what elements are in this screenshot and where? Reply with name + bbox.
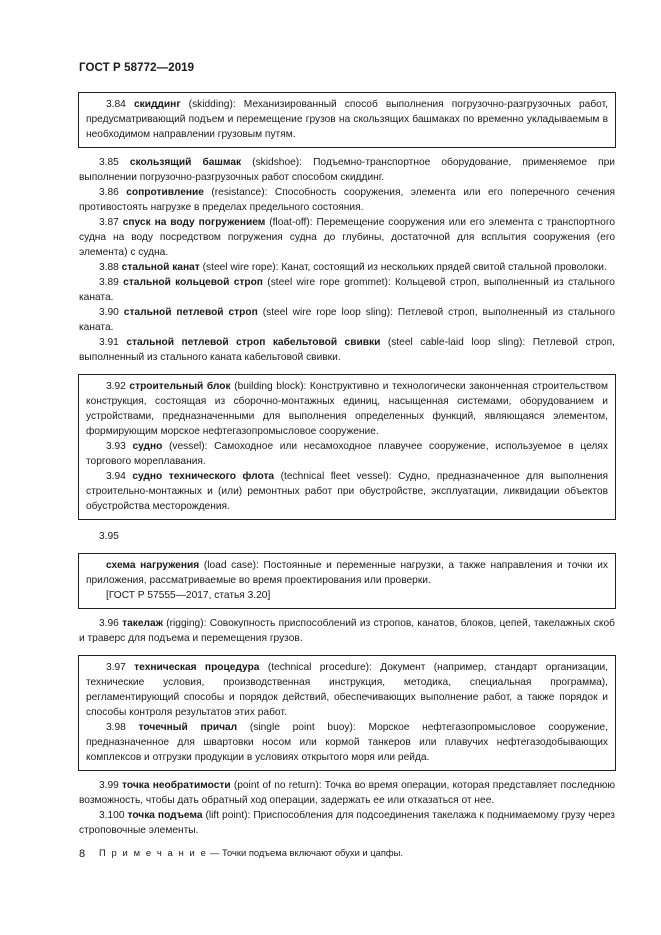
entry-3-85	[79, 155, 615, 185]
entry-term: техническая процедура	[134, 662, 260, 673]
entry-definition: Совокупность приспособлений из стропов, канатов, блоков, цепей, такелажных скоб и траверс для подъема и перемещения грузов.	[79, 618, 615, 644]
entry-definition: Конструктивно и технологически законченная строительством конструкция, состоящая из сборочно-монтажных единиц, насыщенная системами, оборудованием и устройствами, предназначенными для выполнения определенных функций, являющаяся элементом, формирующим морское нефтегазопромысловое сооружение.	[86, 381, 608, 437]
entry-number: 3.84	[106, 99, 126, 110]
entry-number: 3.93	[106, 441, 126, 452]
entry-term-english: (technical procedure):	[267, 662, 372, 673]
note	[79, 845, 615, 860]
entry-term: точка необратимости	[122, 780, 231, 791]
entry-term: спуск на воду погружением	[122, 217, 266, 228]
entry-term: стальной петлевой строп кабельтовой свивки	[126, 337, 381, 348]
entry-term: судно технического флота	[132, 471, 275, 482]
entry-3-84	[86, 97, 608, 142]
boxed-entry-group	[78, 374, 616, 520]
entry-term: строительный блок	[129, 381, 231, 392]
entry-term: схема нагружения	[106, 560, 200, 571]
entry-term: стальной канат	[121, 262, 200, 273]
entry-3-94	[86, 469, 608, 514]
entry-term: стальной кольцевой строп	[123, 277, 263, 288]
entry-number: 3.99	[99, 780, 119, 791]
entry-term: скользящий башмак	[129, 157, 242, 168]
entry-3-88	[79, 260, 615, 275]
entry-number: 3.94	[106, 471, 126, 482]
entry-number: 3.90	[99, 307, 119, 318]
entry-term-english: (technical fleet vessel):	[280, 471, 392, 482]
entry-definition: Петлевой строп, выполненный из стального каната.	[79, 307, 616, 333]
entry-definition: Канат, состоящий из нескольких прядей свитой стальной проволоки.	[281, 262, 607, 273]
entry-definition: Самоходное или несамоходное плавучее сооружение, используемое в целях торгового мореплавания.	[86, 441, 608, 467]
entry-term-english: (point of no return):	[233, 780, 322, 791]
entry-reference: [ГОСТ Р 57555—2017, статья 3.20]	[106, 590, 271, 601]
entry-term: такелаж	[122, 618, 163, 629]
entry-term-english: (lift point):	[205, 810, 251, 821]
entry-term-english: (single point buoy):	[249, 722, 356, 733]
note-text: — Точки подъема включают обухи и цапфы.	[210, 847, 403, 858]
entry-term: скиддинг	[133, 99, 181, 110]
entry-3-98	[86, 720, 608, 765]
entry-3-87	[79, 215, 615, 260]
entry-number: 3.97	[106, 662, 126, 673]
entry-3-91	[79, 335, 615, 365]
entry-term-english: (skidshoe):	[252, 157, 303, 168]
page-number: 8	[79, 848, 86, 860]
entry-term-english: (steel wire rope loop sling):	[262, 307, 393, 318]
entry-term: судно	[132, 441, 163, 452]
entry-term: точка подъема	[127, 810, 203, 821]
entry-definition: Документ (например, стандарт организации, технические условия, производственная инструкция, методика, специальная программа), регламентирующий способы и порядок действий, обеспечивающих выполнение работ, а также порядок и способы контроля результатов этих работ.	[86, 662, 608, 718]
entry-number: 3.95	[99, 531, 119, 542]
boxed-entry-group	[78, 655, 616, 771]
entry-term-english: (vessel):	[169, 441, 208, 452]
entry-definition: Способность сооружения, элемента или его поперечного сечения противостоять нагрузке в пределах предельного состояния.	[79, 187, 615, 213]
entry-number: 3.88	[99, 262, 119, 273]
entry-definition: Постоянные и переменные нагрузки, а также направления и точки их приложения, рассматриваемые во время проектирования или проверки.	[86, 560, 608, 586]
entry-3-95	[86, 558, 608, 588]
boxed-entry-group	[78, 553, 616, 609]
entry-definition: Точка во время операции, которая представляет последнюю возможность, чтобы дать обратный ход операции, задержать ее или отказаться от нее.	[79, 780, 615, 806]
entry-term-english: (float-off):	[269, 217, 313, 228]
entry-term: точечный причал	[138, 722, 238, 733]
entry-definition: Приспособления для подсоединения такелажа к поднимаемому грузу через строповочные элементы.	[79, 810, 615, 836]
boxed-entry-group	[78, 92, 616, 148]
entry-3-90	[79, 305, 615, 335]
entry-term-english: (building block):	[234, 381, 307, 392]
document-header: ГОСТ Р 58772—2019	[79, 62, 195, 74]
entry-3-92	[86, 379, 608, 439]
entry-3-93	[86, 439, 608, 469]
entry-number: 3.92	[106, 381, 126, 392]
entry-3-95-number	[79, 529, 615, 544]
entry-definition: Кольцевой строп, выполненный из стального каната.	[79, 277, 615, 303]
entry-number: 3.85	[99, 157, 119, 168]
entry-definition: Подъемно-транспортное оборудование, применяемое при выполнении погрузочно-разгрузочных работ способом скиддинг.	[79, 157, 615, 183]
entry-number: 3.96	[99, 618, 119, 629]
entry-term-english: (load case):	[203, 560, 259, 571]
entry-3-97	[86, 660, 608, 720]
entry-definition: Механизированный способ выполнения погрузочно-разгрузочных работ, предусматривающий подъем и перемещение грузов на скользящих башмаках по временно укладываемым в необходимом направлении грузовым путям.	[86, 99, 608, 140]
entry-3-100	[79, 808, 615, 838]
entry-number: 3.91	[99, 337, 119, 348]
entry-term-english: (steel wire rope grommet):	[267, 277, 391, 288]
entry-number: 3.100	[99, 810, 125, 821]
entry-number: 3.89	[99, 277, 119, 288]
entry-definition: Судно, предназначенное для выполнения строительно-монтажных и (или) ремонтных работ при обустройстве, эксплуатации, ликвидации объектов обустройства месторождения.	[86, 471, 608, 512]
document-body	[79, 92, 615, 860]
entry-term: сопротивление	[126, 187, 204, 198]
entry-definition: Петлевой строп, выполненный из стального каната кабельтовой свивки.	[79, 337, 615, 363]
entry-term-english: (skidding):	[188, 99, 236, 110]
entry-term-english: (steel cable-laid loop sling):	[387, 337, 526, 348]
entry-term-english: (rigging):	[166, 618, 207, 629]
entry-number: 3.86	[99, 187, 119, 198]
entry-3-89	[79, 275, 615, 305]
entry-definition: Морское нефтегазопромысловое сооружение, предназначенное для швартовки носом или кормой танкеров или плавучих нефтегазодобывающих комплексов и отгрузки продукции в условиях открытого моря или рейда.	[86, 722, 608, 763]
entry-3-96	[79, 616, 615, 646]
entry-term: стальной петлевой строп	[123, 307, 258, 318]
entry-3-86	[79, 185, 615, 215]
entry-term-english: (steel wire rope):	[202, 262, 279, 273]
entry-3-99	[79, 778, 615, 808]
entry-term-english: (resistance):	[211, 187, 268, 198]
note-label: П р и м е ч а н и е	[99, 847, 208, 858]
entry-number: 3.87	[99, 217, 119, 228]
entry-definition: Перемещение сооружения или его элемента с транспортного судна на воду посредством погружения судна до глубины, достаточной для всплытия сооружения (его элемента) с судна.	[79, 217, 615, 258]
entry-number: 3.98	[106, 722, 126, 733]
